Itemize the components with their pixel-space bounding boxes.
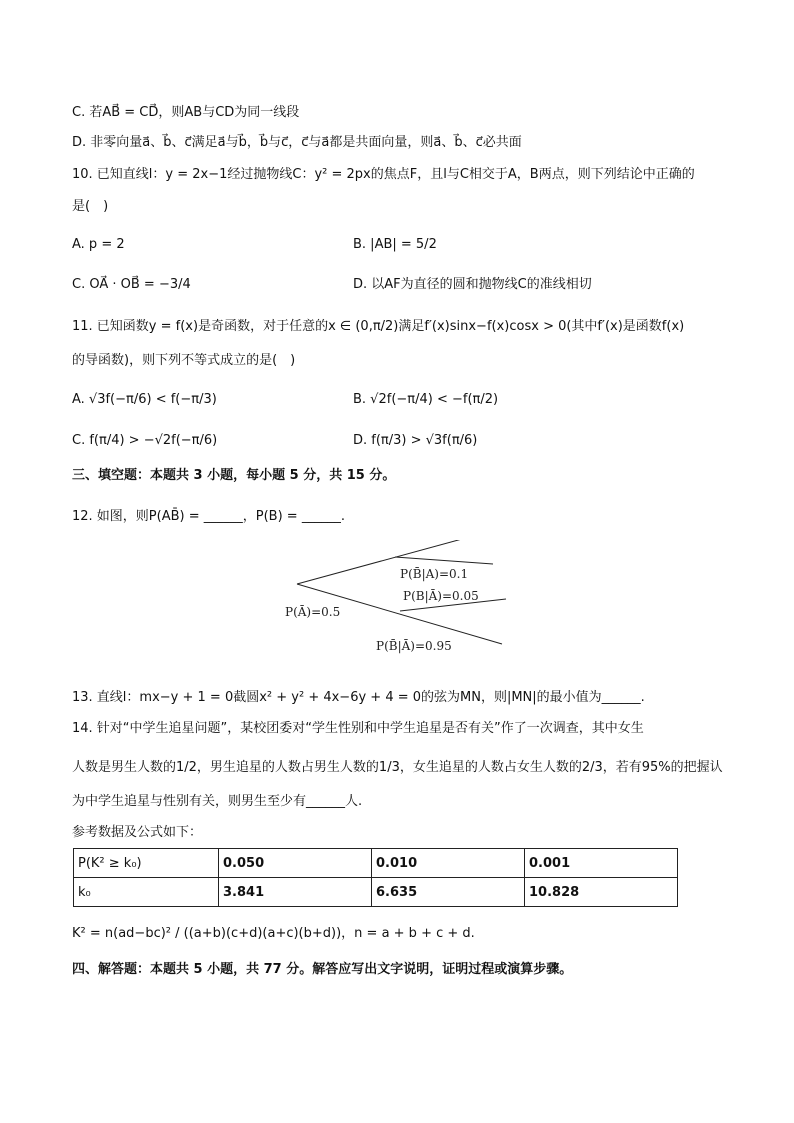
table-cell: 0.001 (525, 849, 678, 878)
reference-table (73, 848, 678, 907)
q11-option-c: C. f(π/4) > −√2f(−π/6) (72, 433, 218, 448)
question-10-stem: 10. 已知直线l：y = 2x−1经过抛物线C：y² = 2px的焦点F，且l与C相交于A，B两点，则下列结论中正确的 (72, 167, 695, 182)
section-3-heading: 三、填空题：本题共 3 小题，每小题 5 分，共 15 分。 (72, 468, 396, 483)
label-p-bbar-given-a: P(B̄|A)=0.1 (400, 567, 469, 581)
label-p-bbar-given-abar: P(B̄|Ā)=0.95 (376, 639, 452, 653)
option-c-prev: C. 若AB⃗ = CD⃗，则AB与CD为同一线段 (72, 105, 300, 120)
q11-option-d: D. f(π/3) > √3f(π/6) (353, 433, 478, 448)
q11-option-a: A. √3f(−π/6) < f(−π/3) (72, 392, 217, 407)
reference-title: 参考数据及公式如下： (72, 825, 203, 840)
option-d-prev: D. 非零向量a⃗、b⃗、c⃗满足a⃗与b⃗，b⃗与c⃗，c⃗与a⃗都是共面向量，则a⃗、b⃗、c⃗必共面 (72, 135, 522, 150)
chi-square-formula: K² = n(ad−bc)² / ((a+b)(c+d)(a+c)(b+d))，n = a + b + c + d. (72, 926, 475, 941)
question-14-stem-cont: 人数是男生人数的1/2，男生追星的人数占男生人数的1/3，女生追星的人数占女生人数的2/3，若有95%的把握认 (72, 760, 723, 775)
table-row (74, 849, 678, 878)
question-10-stem-cont: 是( ) (72, 199, 109, 214)
q10-option-c: C. OA⃗ · OB⃗ = −3/4 (72, 277, 191, 292)
q10-option-d: D. 以AF为直径的圆和抛物线C的准线相切 (353, 277, 592, 292)
table-row (74, 878, 678, 907)
question-13: 13. 直线l：mx−y + 1 = 0截圆x² + y² + 4x−6y + 4 = 0的弦为MN，则|MN|的最小值为______. (72, 690, 645, 705)
table-cell: 6.635 (372, 878, 525, 907)
question-14-stem: 14. 针对“中学生追星问题”，某校团委对“学生性别和中学生追星是否有关”作了一次调查，其中女生 (72, 721, 644, 736)
probability-tree-diagram (280, 540, 520, 665)
label-p-abar: P(Ā)=0.5 (285, 605, 341, 619)
branch-a-bbar (395, 557, 493, 564)
table-cell: 0.010 (372, 849, 525, 878)
q11-option-b: B. √2f(−π/4) < −f(π/2) (353, 392, 499, 407)
question-14-stem-end: 为中学生追星与性别有关，则男生至少有______人. (72, 794, 363, 809)
table-cell: 3.841 (219, 878, 372, 907)
q10-option-a: A. p = 2 (72, 237, 125, 252)
question-11-stem: 11. 已知函数y = f(x)是奇函数，对于任意的x ∈ (0,π/2)满足f′(x)sinx−f(x)cosx > 0(其中f′(x)是函数f(x) (72, 319, 685, 334)
table-cell: 0.050 (219, 849, 372, 878)
section-4-heading: 四、解答题：本题共 5 小题，共 77 分。解答应写出文字说明，证明过程或演算步骤。 (72, 962, 573, 977)
q10-option-b: B. |AB| = 5/2 (353, 237, 437, 252)
question-12: 12. 如图，则P(AB̄) = ______，P(B) = ______. (72, 509, 345, 524)
table-cell: k₀ (74, 878, 219, 907)
label-p-b-given-abar: P(B|Ā)=0.05 (403, 589, 479, 603)
table-cell: 10.828 (525, 878, 678, 907)
table-cell: P(K² ≥ k₀) (74, 849, 219, 878)
question-11-stem-cont: 的导函数)，则下列不等式成立的是( ) (72, 353, 296, 368)
